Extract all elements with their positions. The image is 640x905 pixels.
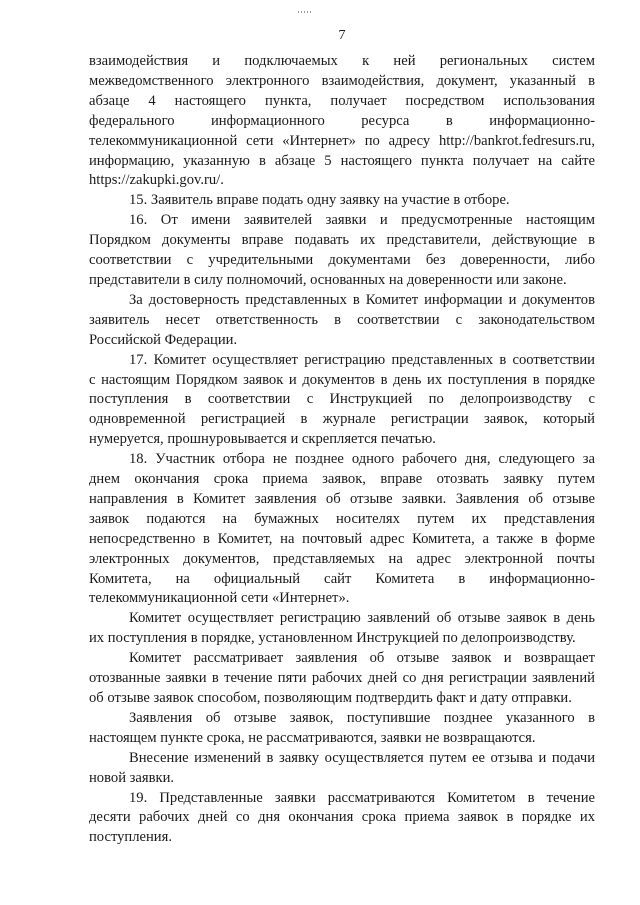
text-line: заявитель несет ответственность в соответствии с законодательством [89, 311, 595, 328]
paragraph [89, 749, 595, 789]
paragraph [89, 351, 595, 451]
text-line: Комитета, на официальный сайт Комитета в информационно- [89, 570, 595, 587]
text-line: абзаце 4 настоящего пункта, получает посредством использования [89, 92, 595, 109]
text-line: https://zakupki.gov.ru/. [89, 172, 224, 189]
text-line: отозванные заявки в течение пяти рабочих дней со дня регистрации заявлений [89, 670, 595, 687]
text-line: 16. От имени заявителей заявки и предусмотренные настоящим [129, 212, 595, 229]
text-line: представители в силу полномочий, основанных на доверенности или законе. [89, 271, 567, 288]
text-line: 18. Участник отбора не позднее одного рабочего дня, следующего за [129, 451, 595, 468]
text-line: об отзыве заявок способом, позволяющим подтвердить факт и дату отправки. [89, 690, 572, 706]
text-line: информацию, указанную в абзаце 5 настоящего пункта получает на сайте [89, 152, 595, 169]
paragraph [89, 609, 595, 649]
text-line: заявок подаются на бумажных носителях путем их представления [89, 510, 595, 527]
text-line: Комитет рассматривает заявления об отзыве заявок и возвращает [129, 650, 595, 667]
text-line: поступления в соответствии с Инструкцией по делопроизводству с [89, 391, 595, 408]
text-line: 15. Заявитель вправе подать одну заявку на участие в отборе. [129, 192, 510, 209]
text-line: их поступления в порядке, установленном Инструкцией по делопроизводству. [89, 630, 576, 647]
paragraph [89, 709, 595, 749]
text-line: поступления. [89, 829, 172, 846]
paragraph [89, 450, 595, 609]
text-line: 19. Представленные заявки рассматриваются Комитетом в течение [129, 789, 595, 806]
text-line: Порядком документы вправе подавать их представители, действующие в [89, 232, 595, 249]
text-line: федерального информационного ресурса в информационно- [89, 112, 595, 129]
text-line: Российской Федерации. [89, 331, 238, 348]
text-line: новой заявки. [89, 769, 175, 786]
scan-speck [298, 11, 312, 13]
text-line: нумеруется, прошнуровывается и скрепляется печатью. [89, 431, 436, 448]
text-line: днем окончания срока приема заявок, вправе отозвать заявку путем [89, 471, 595, 488]
text-line: телекоммуникационной сети «Интернет» по адресу http://bankrot.fedresurs.ru, [89, 132, 595, 149]
text-line: Комитет осуществляет регистрацию заявлений об отзыве заявок в день [129, 610, 595, 627]
text-line: направления в Комитет заявления об отзыве заявки. Заявления об отзыве [89, 490, 595, 507]
text-line: десяти рабочих дней со дня окончания срока приема заявок в порядке их [89, 809, 595, 826]
text-line: межведомственного электронного взаимодействия, документ, указанный в [89, 72, 595, 89]
text-line: соответствии с учредительными документами без доверенности, либо [89, 252, 595, 269]
paragraph [89, 789, 595, 849]
paragraph [89, 191, 595, 211]
text-line: электронных документов, представляемых на адрес электронной почты [89, 550, 595, 567]
text-line: настоящем пункте срока, не рассматриваются, заявки не возвращаются. [89, 729, 536, 746]
text-line: Внесение изменений в заявку осуществляется путем ее отзыва и подачи [129, 749, 595, 766]
text-line: 17. Комитет осуществляет регистрацию представленных в соответствии [129, 351, 595, 368]
page-number: 7 [338, 28, 346, 43]
text-line: одновременной регистрацией в журнале регистрации заявок, который [89, 411, 595, 428]
text-line: взаимодействия и подключаемых к ней региональных систем [89, 53, 595, 69]
paragraph [89, 291, 595, 351]
paragraph [89, 211, 595, 291]
text-line: непосредственно в Комитет, на почтовый адрес Комитета, а также в форме [89, 530, 595, 547]
text-line: телекоммуникационной сети «Интернет». [89, 590, 350, 607]
text-line: За достоверность представленных в Комитет информации и документов [129, 291, 595, 308]
text-line: Заявления об отзыве заявок, поступившие позднее указанного в [129, 709, 595, 726]
text-line: с настоящим Порядком заявок и документов в день их поступления в порядке [89, 371, 595, 388]
paragraph [89, 52, 595, 191]
document-body [89, 52, 595, 848]
paragraph [89, 649, 595, 709]
